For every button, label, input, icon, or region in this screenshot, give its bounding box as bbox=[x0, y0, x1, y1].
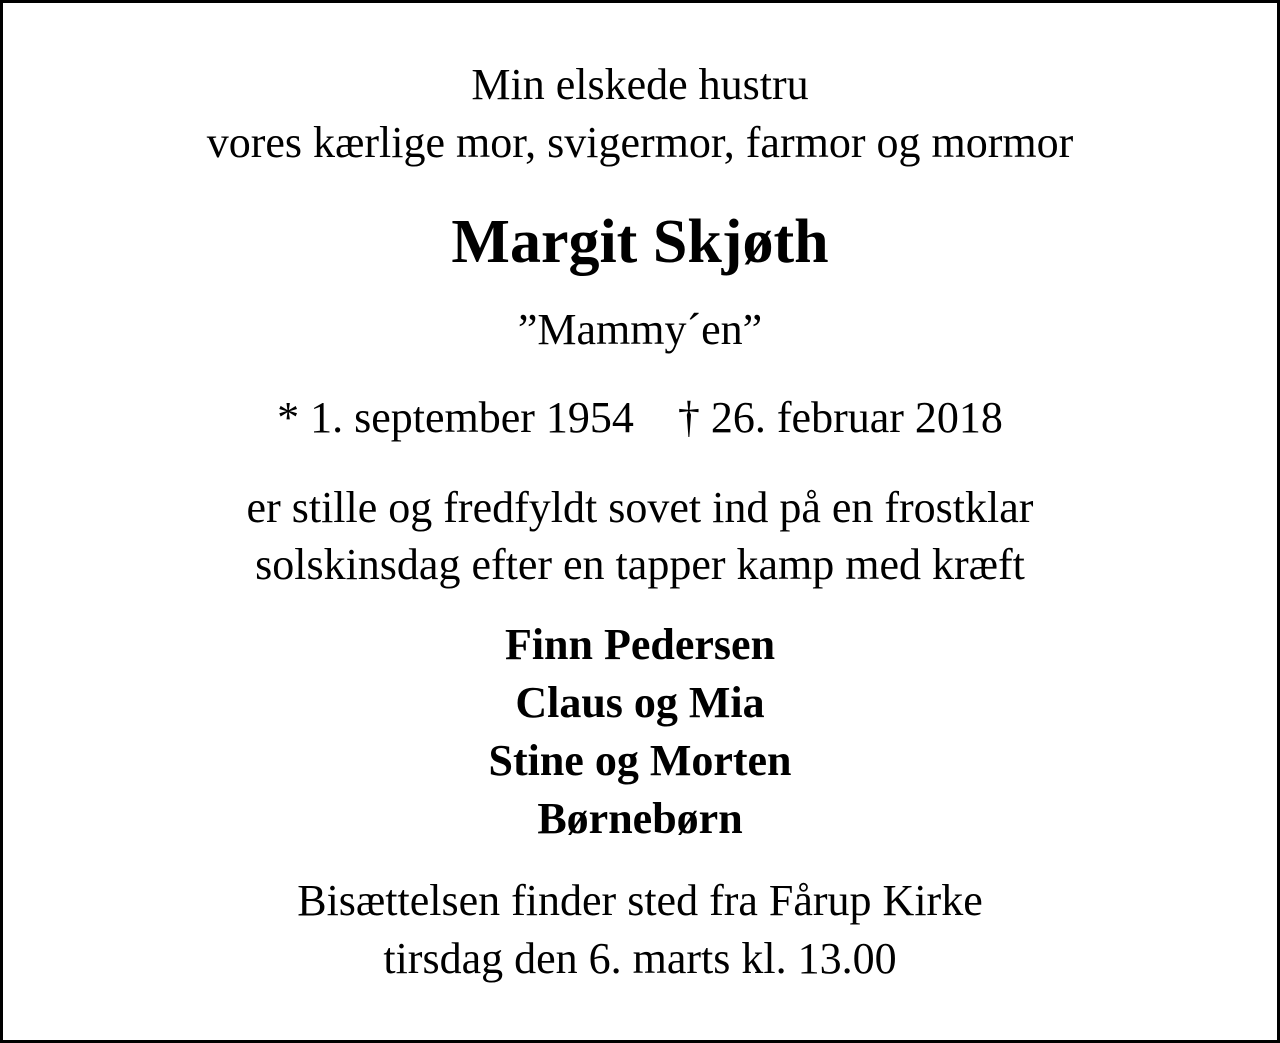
life-dates: * 1. september 1954 † 26. februar 2018 bbox=[277, 393, 1003, 442]
message-line-1: er stille og fredfyldt sovet ind på en frostklar bbox=[246, 483, 1034, 532]
mourner-name: Børnebørn bbox=[537, 794, 743, 843]
deceased-name: Margit Skjøth bbox=[451, 208, 829, 276]
deceased-nickname: ”Mammy´en” bbox=[517, 305, 763, 354]
funeral-line-2: tirsdag den 6. marts kl. 13.00 bbox=[383, 934, 897, 983]
funeral-line-1: Bisættelsen finder sted fra Fårup Kirke bbox=[297, 876, 983, 925]
mourner-name: Claus og Mia bbox=[515, 678, 765, 727]
mourner-name: Finn Pedersen bbox=[504, 620, 776, 669]
intro-line-1: Min elskede hustru bbox=[471, 60, 809, 109]
mourner-name: Stine og Morten bbox=[488, 736, 792, 785]
message-line-2: solskinsdag efter en tapper kamp med kræft bbox=[255, 540, 1025, 589]
intro-line-2: vores kærlige mor, svigermor, farmor og mormor bbox=[206, 118, 1074, 167]
